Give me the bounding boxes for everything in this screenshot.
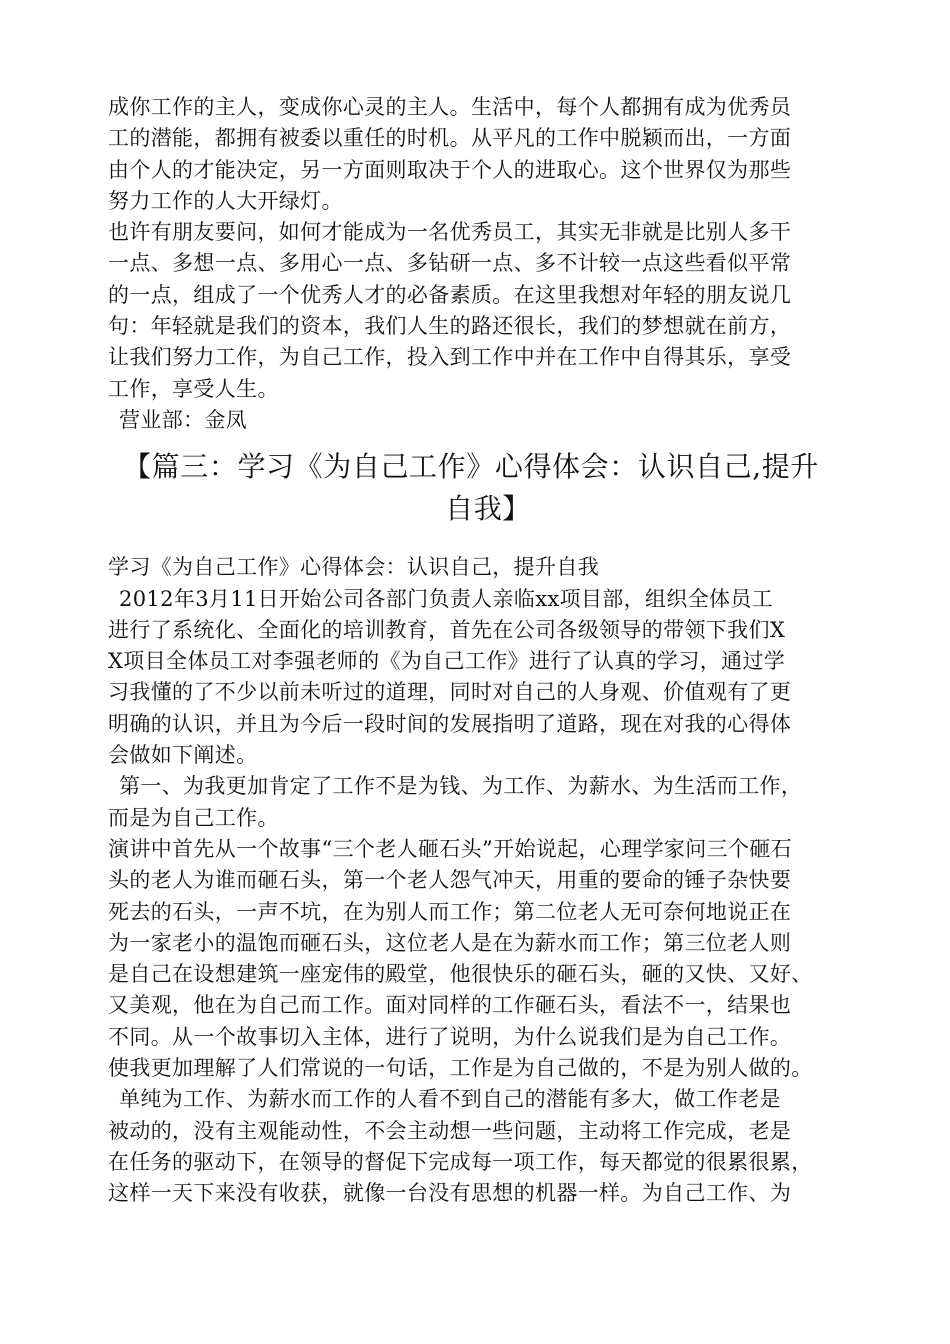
text-line: 的一点，组成了一个优秀人才的必备素质。在这里我想对年轻的朋友说几 (108, 282, 792, 307)
text-line: 让我们努力工作，为自己工作，投入到工作中并在工作中自得其乐，享受 (108, 345, 792, 370)
text-line: 演讲中首先从一个故事“三个老人砸石头”开始说起，心理学家问三个砸石 (108, 836, 793, 861)
text-line: 习我懂的了不少以前未听过的道理，同时对自己的人身观、价值观有了更 (108, 680, 792, 705)
paragraph-training (108, 584, 868, 772)
text-line: 一点、多想一点、多用心一点、多钻研一点、多不计较一点这些看似平常 (108, 251, 792, 276)
text-line: 单纯为工作、为薪水而工作的人看不到自己的潜能有多大，做工作老是 (119, 1087, 781, 1112)
text-line: 进行了系统化、全面化的培训教育，首先在公司各级领导的带领下我们X (108, 617, 786, 642)
text-line: 被动的，没有主观能动性，不会主动想一些问题，主动将工作完成，老是 (108, 1118, 792, 1143)
document-page (108, 92, 868, 1210)
text-line: 死去的石头，一声不坑，在为别人而工作；第二位老人无可奈何地说正在 (108, 899, 792, 924)
text-line: 由个人的才能决定，另一方面则取决于个人的进取心。这个世界仅为那些 (108, 157, 792, 182)
text-line: 工的潜能，都拥有被委以重任的时机。从平凡的工作中脱颖而出，一方面 (108, 126, 792, 151)
text-line: 头的老人为谁而砸石头，第一个老人怨气冲天，用重的要命的锤子杂快要 (108, 868, 792, 893)
paragraph-salary (108, 1084, 868, 1209)
text-line: 会做如下阐述。 (108, 743, 258, 768)
text-line: 工作，享受人生。 (108, 376, 279, 401)
text-line: 不同。从一个故事切入主体，进行了说明，为什么说我们是为自己工作。 (108, 1024, 792, 1049)
text-line: 2012年3月11日开始公司各部门负责人亲临xx项目部，组织全体员工 (119, 586, 774, 611)
text-line: 这样一天下来没有收获，就像一台没有思想的机器一样。为自己工作、为 (108, 1181, 792, 1206)
text-line: 句：年轻就是我们的资本，我们人生的路还很长，我们的梦想就在前方， (108, 314, 792, 339)
spacer (108, 530, 868, 552)
text-line: 努力工作的人大开绿灯。 (108, 188, 343, 213)
text-line: 成你工作的主人，变成你心灵的主人。生活中，每个人都拥有成为优秀员 (108, 95, 792, 119)
text-line: X项目全体员工对李强老师的《为自己工作》进行了认真的学习，通过学 (108, 649, 786, 674)
text-line: 明确的认识，并且为今后一段时间的发展指明了道路，现在对我的心得体 (108, 711, 792, 736)
text-line: 第一、为我更加肯定了工作不是为钱、为工作、为薪水、为生活而工作， (119, 774, 803, 799)
text-line: 又美观，他在为自己而工作。面对同样的工作砸石头，看法不一，结果也 (108, 993, 792, 1018)
paragraph-advice (108, 217, 868, 405)
section-heading-line2: 自我】 (445, 492, 531, 526)
text-line: 而是为自己工作。 (108, 805, 279, 830)
text-line: 使我更加理解了人们常说的一句话，工作是为自己做的，不是为别人做的。 (108, 1056, 813, 1081)
section-heading-line1: 【篇三：学习《为自己工作》心得体会：认识自己,提升 (123, 450, 819, 484)
article-subtitle: 学习《为自己工作》心得体会：认识自己，提升自我 (108, 555, 600, 580)
paragraph-intro (108, 92, 868, 217)
text-line: 是自己在设想建筑一座宠伟的殿堂，他很快乐的砸石头，砸的又快、又好、 (108, 962, 813, 987)
text-line: 在任务的驱动下，在领导的督促下完成每一项工作，每天都觉的很累很累， (108, 1149, 813, 1174)
paragraph-story (108, 834, 868, 1084)
text-line: 为一家老小的温饱而砸石头，这位老人是在为薪水而工作；第三位老人则 (108, 930, 792, 955)
paragraph-first-point (108, 771, 868, 834)
author-signature: 营业部：金凤 (119, 407, 248, 432)
text-line: 也许有朋友要问，如何才能成为一名优秀员工，其实无非就是比别人多干 (108, 220, 792, 245)
